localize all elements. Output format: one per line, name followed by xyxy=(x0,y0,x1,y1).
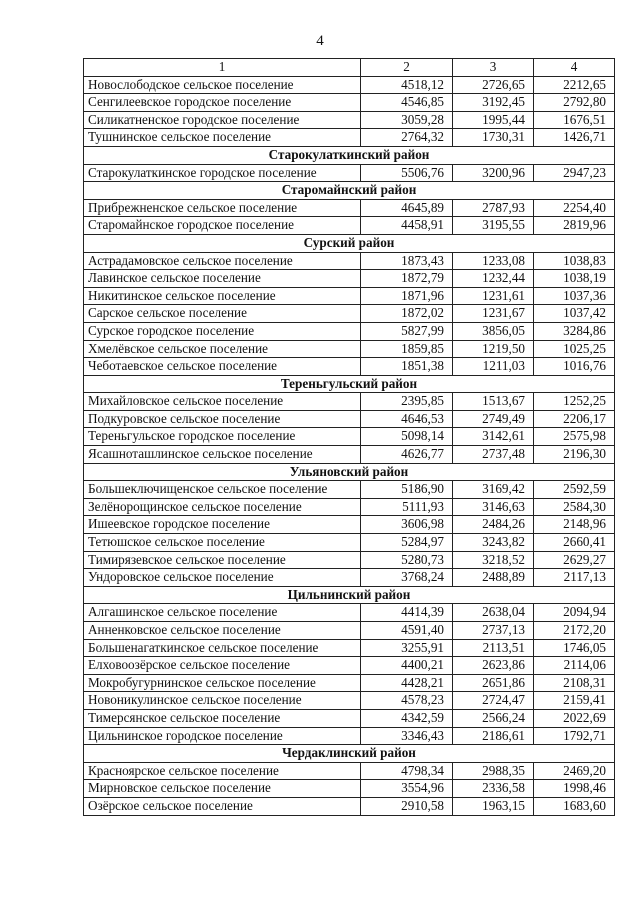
value-col-2-cell: 3059,28 xyxy=(361,111,453,129)
header-col-2: 2 xyxy=(361,59,453,77)
table-row xyxy=(84,111,615,129)
district-header-row xyxy=(84,234,615,252)
value-col-2-cell: 4645,89 xyxy=(361,199,453,217)
value-col-2-cell: 3346,43 xyxy=(361,727,453,745)
value-col-2-cell: 2910,58 xyxy=(361,797,453,815)
value-col-2-cell: 4428,21 xyxy=(361,674,453,692)
value-col-2-cell: 4591,40 xyxy=(361,622,453,640)
table-row xyxy=(84,534,615,552)
district-header-row xyxy=(84,463,615,481)
value-col-4-cell: 2212,65 xyxy=(534,76,615,94)
table-row xyxy=(84,551,615,569)
value-col-3-cell: 3195,55 xyxy=(453,217,534,235)
table-row xyxy=(84,305,615,323)
value-col-3-cell: 2566,24 xyxy=(453,709,534,727)
settlement-name-cell: Чеботаевское сельское поселение xyxy=(84,358,361,376)
settlement-name-cell: Мирновское сельское поселение xyxy=(84,780,361,798)
table-row xyxy=(84,516,615,534)
table-row xyxy=(84,410,615,428)
settlement-name-cell: Ундоровское сельское поселение xyxy=(84,569,361,587)
header-col-1: 1 xyxy=(84,59,361,77)
value-col-3-cell: 3218,52 xyxy=(453,551,534,569)
value-col-4-cell: 2575,98 xyxy=(534,428,615,446)
value-col-2-cell: 4342,59 xyxy=(361,709,453,727)
value-col-3-cell: 3142,61 xyxy=(453,428,534,446)
district-header-row xyxy=(84,375,615,393)
data-table xyxy=(83,58,615,816)
header-col-3: 3 xyxy=(453,59,534,77)
settlement-name-cell: Подкуровское сельское поселение xyxy=(84,410,361,428)
settlement-name-cell: Никитинское сельское поселение xyxy=(84,287,361,305)
value-col-3-cell: 2724,47 xyxy=(453,692,534,710)
value-col-2-cell: 3606,98 xyxy=(361,516,453,534)
value-col-4-cell: 2629,27 xyxy=(534,551,615,569)
value-col-2-cell: 1872,79 xyxy=(361,270,453,288)
value-col-4-cell: 2819,96 xyxy=(534,217,615,235)
value-col-4-cell: 1676,51 xyxy=(534,111,615,129)
value-col-4-cell: 2022,69 xyxy=(534,709,615,727)
value-col-4-cell: 2094,94 xyxy=(534,604,615,622)
value-col-2-cell: 4646,53 xyxy=(361,410,453,428)
value-col-3-cell: 3192,45 xyxy=(453,94,534,112)
value-col-4-cell: 2117,13 xyxy=(534,569,615,587)
value-col-4-cell: 1683,60 xyxy=(534,797,615,815)
value-col-4-cell: 1037,36 xyxy=(534,287,615,305)
table-row xyxy=(84,76,615,94)
settlement-name-cell: Зелёнорощинское сельское поселение xyxy=(84,498,361,516)
district-header-row xyxy=(84,146,615,164)
header-row xyxy=(84,59,615,77)
value-col-3-cell: 2737,13 xyxy=(453,622,534,640)
value-col-4-cell: 2469,20 xyxy=(534,762,615,780)
district-name: Старокулаткинский район xyxy=(84,146,615,164)
table-row xyxy=(84,270,615,288)
district-header-row xyxy=(84,586,615,604)
value-col-3-cell: 2988,35 xyxy=(453,762,534,780)
table-row xyxy=(84,639,615,657)
table-row xyxy=(84,217,615,235)
value-col-4-cell: 1792,71 xyxy=(534,727,615,745)
district-name: Тереньгульский район xyxy=(84,375,615,393)
value-col-3-cell: 2737,48 xyxy=(453,446,534,464)
value-col-4-cell: 2148,96 xyxy=(534,516,615,534)
table-row xyxy=(84,657,615,675)
settlement-name-cell: Мокробугурнинское сельское поселение xyxy=(84,674,361,692)
value-col-3-cell: 2113,51 xyxy=(453,639,534,657)
value-col-2-cell: 5506,76 xyxy=(361,164,453,182)
value-col-2-cell: 4400,21 xyxy=(361,657,453,675)
table-row xyxy=(84,287,615,305)
value-col-4-cell: 2792,80 xyxy=(534,94,615,112)
value-col-4-cell: 2660,41 xyxy=(534,534,615,552)
value-col-2-cell: 1859,85 xyxy=(361,340,453,358)
value-col-4-cell: 1252,25 xyxy=(534,393,615,411)
value-col-2-cell: 2764,32 xyxy=(361,129,453,147)
district-name: Цильнинский район xyxy=(84,586,615,604)
settlement-name-cell: Анненковское сельское поселение xyxy=(84,622,361,640)
settlement-name-cell: Красноярское сельское поселение xyxy=(84,762,361,780)
value-col-3-cell: 1231,67 xyxy=(453,305,534,323)
value-col-3-cell: 1232,44 xyxy=(453,270,534,288)
table-row xyxy=(84,428,615,446)
value-col-2-cell: 1871,96 xyxy=(361,287,453,305)
value-col-2-cell: 1872,02 xyxy=(361,305,453,323)
value-col-4-cell: 2947,23 xyxy=(534,164,615,182)
settlement-name-cell: Тетюшское сельское поселение xyxy=(84,534,361,552)
value-col-4-cell: 1025,25 xyxy=(534,340,615,358)
value-col-4-cell: 1038,19 xyxy=(534,270,615,288)
settlement-name-cell: Цильнинское городское поселение xyxy=(84,727,361,745)
table-row xyxy=(84,622,615,640)
value-col-2-cell: 4414,39 xyxy=(361,604,453,622)
value-col-2-cell: 2395,85 xyxy=(361,393,453,411)
settlement-name-cell: Ясашноташлинское сельское поселение xyxy=(84,446,361,464)
value-col-3-cell: 2186,61 xyxy=(453,727,534,745)
value-col-4-cell: 1016,76 xyxy=(534,358,615,376)
settlement-name-cell: Прибрежненское сельское поселение xyxy=(84,199,361,217)
settlement-name-cell: Сарское сельское поселение xyxy=(84,305,361,323)
table-row xyxy=(84,674,615,692)
value-col-2-cell: 5098,14 xyxy=(361,428,453,446)
value-col-2-cell: 4626,77 xyxy=(361,446,453,464)
value-col-3-cell: 2651,86 xyxy=(453,674,534,692)
table-row xyxy=(84,322,615,340)
table-row xyxy=(84,446,615,464)
table-row xyxy=(84,604,615,622)
value-col-4-cell: 2114,06 xyxy=(534,657,615,675)
value-col-3-cell: 3169,42 xyxy=(453,481,534,499)
table-row xyxy=(84,780,615,798)
settlement-name-cell: Хмелёвское сельское поселение xyxy=(84,340,361,358)
value-col-2-cell: 1851,38 xyxy=(361,358,453,376)
value-col-2-cell: 3554,96 xyxy=(361,780,453,798)
settlement-name-cell: Сенгилеевское городское поселение xyxy=(84,94,361,112)
settlement-name-cell: Старомайнское городское поселение xyxy=(84,217,361,235)
settlement-name-cell: Большеключищенское сельское поселение xyxy=(84,481,361,499)
table-row xyxy=(84,569,615,587)
value-col-3-cell: 2488,89 xyxy=(453,569,534,587)
table-row xyxy=(84,692,615,710)
value-col-3-cell: 2787,93 xyxy=(453,199,534,217)
district-name: Ульяновский район xyxy=(84,463,615,481)
value-col-3-cell: 2638,04 xyxy=(453,604,534,622)
value-col-4-cell: 1746,05 xyxy=(534,639,615,657)
page-number: 4 xyxy=(316,33,324,49)
value-col-4-cell: 2108,31 xyxy=(534,674,615,692)
settlement-name-cell: Ишеевское городское поселение xyxy=(84,516,361,534)
district-header-row xyxy=(84,745,615,763)
table-row xyxy=(84,709,615,727)
value-col-2-cell: 4798,34 xyxy=(361,762,453,780)
value-col-3-cell: 2749,49 xyxy=(453,410,534,428)
settlement-name-cell: Новослободское сельское поселение xyxy=(84,76,361,94)
table-row xyxy=(84,481,615,499)
district-name: Старомайнский район xyxy=(84,182,615,200)
value-col-3-cell: 2484,26 xyxy=(453,516,534,534)
value-col-2-cell: 4578,23 xyxy=(361,692,453,710)
value-col-2-cell: 5280,73 xyxy=(361,551,453,569)
table-row xyxy=(84,129,615,147)
value-col-3-cell: 3856,05 xyxy=(453,322,534,340)
value-col-4-cell: 2196,30 xyxy=(534,446,615,464)
value-col-3-cell: 2726,65 xyxy=(453,76,534,94)
value-col-3-cell: 3243,82 xyxy=(453,534,534,552)
value-col-3-cell: 1513,67 xyxy=(453,393,534,411)
settlement-name-cell: Новоникулинское сельское поселение xyxy=(84,692,361,710)
table-row xyxy=(84,762,615,780)
value-col-3-cell: 1219,50 xyxy=(453,340,534,358)
table-row xyxy=(84,340,615,358)
settlement-name-cell: Силикатненское городское поселение xyxy=(84,111,361,129)
value-col-3-cell: 1211,03 xyxy=(453,358,534,376)
table-row xyxy=(84,199,615,217)
value-col-4-cell: 1426,71 xyxy=(534,129,615,147)
table-row xyxy=(84,727,615,745)
settlement-name-cell: Тушнинское сельское поселение xyxy=(84,129,361,147)
value-col-4-cell: 2172,20 xyxy=(534,622,615,640)
settlement-name-cell: Озёрское сельское поселение xyxy=(84,797,361,815)
value-col-2-cell: 5186,90 xyxy=(361,481,453,499)
settlement-name-cell: Старокулаткинское городское поселение xyxy=(84,164,361,182)
table-body xyxy=(84,59,615,816)
settlement-name-cell: Тимерсянское сельское поселение xyxy=(84,709,361,727)
district-name: Сурский район xyxy=(84,234,615,252)
value-col-2-cell: 5827,99 xyxy=(361,322,453,340)
table-row xyxy=(84,252,615,270)
value-col-4-cell: 2159,41 xyxy=(534,692,615,710)
value-col-3-cell: 1963,15 xyxy=(453,797,534,815)
value-col-3-cell: 1730,31 xyxy=(453,129,534,147)
settlement-name-cell: Алгашинское сельское поселение xyxy=(84,604,361,622)
district-header-row xyxy=(84,182,615,200)
settlement-name-cell: Михайловское сельское поселение xyxy=(84,393,361,411)
value-col-2-cell: 1873,43 xyxy=(361,252,453,270)
value-col-2-cell: 4458,91 xyxy=(361,217,453,235)
table-row xyxy=(84,498,615,516)
value-col-4-cell: 2592,59 xyxy=(534,481,615,499)
settlement-name-cell: Астрадамовское сельское поселение xyxy=(84,252,361,270)
settlement-name-cell: Большенагаткинское сельское поселение xyxy=(84,639,361,657)
value-col-3-cell: 1233,08 xyxy=(453,252,534,270)
settlement-name-cell: Тереньгульское городское поселение xyxy=(84,428,361,446)
table-row xyxy=(84,358,615,376)
value-col-3-cell: 2623,86 xyxy=(453,657,534,675)
settlement-name-cell: Лавинское сельское поселение xyxy=(84,270,361,288)
value-col-2-cell: 5111,93 xyxy=(361,498,453,516)
settlement-name-cell: Сурское городское поселение xyxy=(84,322,361,340)
table-row xyxy=(84,797,615,815)
value-col-2-cell: 3768,24 xyxy=(361,569,453,587)
header-col-4: 4 xyxy=(534,59,615,77)
value-col-4-cell: 2584,30 xyxy=(534,498,615,516)
value-col-3-cell: 1995,44 xyxy=(453,111,534,129)
table-row xyxy=(84,94,615,112)
table-row xyxy=(84,393,615,411)
value-col-4-cell: 1038,83 xyxy=(534,252,615,270)
district-name: Чердаклинский район xyxy=(84,745,615,763)
table-row xyxy=(84,164,615,182)
value-col-3-cell: 2336,58 xyxy=(453,780,534,798)
value-col-3-cell: 1231,61 xyxy=(453,287,534,305)
value-col-3-cell: 3146,63 xyxy=(453,498,534,516)
settlement-name-cell: Тимирязевское сельское поселение xyxy=(84,551,361,569)
value-col-2-cell: 4518,12 xyxy=(361,76,453,94)
value-col-4-cell: 1037,42 xyxy=(534,305,615,323)
value-col-2-cell: 5284,97 xyxy=(361,534,453,552)
value-col-4-cell: 2254,40 xyxy=(534,199,615,217)
value-col-2-cell: 4546,85 xyxy=(361,94,453,112)
value-col-4-cell: 2206,17 xyxy=(534,410,615,428)
value-col-4-cell: 1998,46 xyxy=(534,780,615,798)
settlement-name-cell: Елховоозёрское сельское поселение xyxy=(84,657,361,675)
value-col-3-cell: 3200,96 xyxy=(453,164,534,182)
value-col-2-cell: 3255,91 xyxy=(361,639,453,657)
value-col-4-cell: 3284,86 xyxy=(534,322,615,340)
